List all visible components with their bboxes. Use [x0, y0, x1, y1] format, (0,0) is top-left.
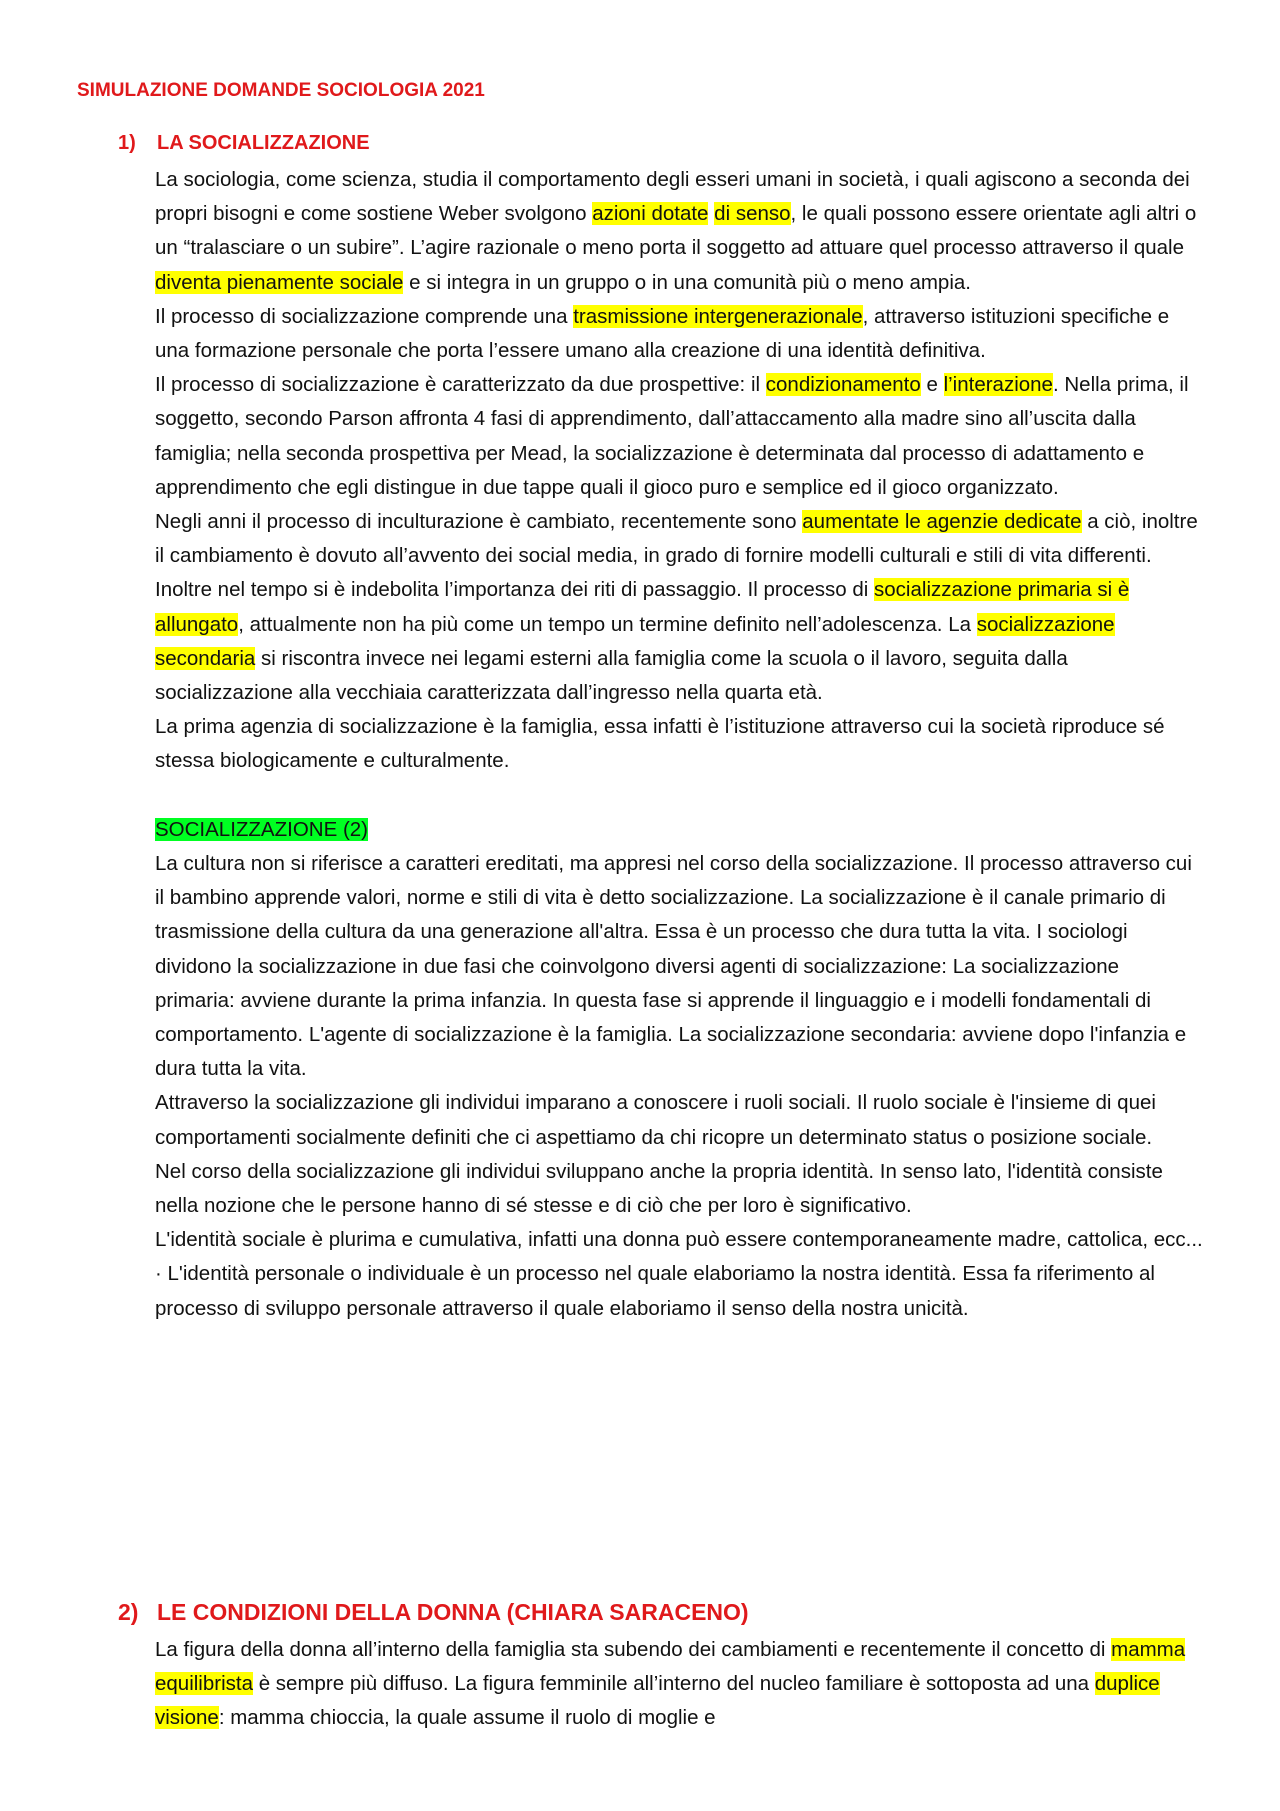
text-run: Negli anni il processo di inculturazione è cambiato, recentemente sono — [155, 510, 803, 534]
highlight: mamma equilibrista — [155, 1638, 1186, 1696]
paragraph: La prima agenzia di socializzazione è la famiglia, essa infatti è l’istituzione attraverso cui la società riproduce sé stessa biologicamente e culturalmente. — [155, 715, 1165, 773]
highlight: socializzazione primaria si è allungato — [155, 578, 1130, 636]
section-1-number: 1) — [118, 132, 136, 154]
section-2-number: 2) — [118, 1599, 139, 1625]
text-run: : mamma chioccia, la quale assume il ruolo di moglie e — [218, 1706, 716, 1730]
text-run: a ciò, inoltre il cambiamento è dovuto all’avvento dei social media, in grado di fornire modelli culturali e stili di vita differenti. Inoltre nel tempo si è indebolita l’importanza dei riti di passaggio. Il processo di — [155, 510, 1198, 602]
highlight: diventa pienamente sociale — [155, 270, 404, 294]
green-highlight: SOCIALIZZAZIONE (2) — [155, 817, 368, 841]
paragraph: L'identità sociale è plurima e cumulativa, infatti una donna può essere contemporaneamente madre, cattolica, ecc... · L'identità personale o individuale è un processo nel quale elaboriamo la nostra identità. Essa fa riferimento al processo di sviluppo personale attraverso il quale elaboriamo il senso della nostra unicità. — [155, 1228, 1203, 1320]
paragraph: Attraverso la socializzazione gli individui imparano a conoscere i ruoli sociali. Il ruolo sociale è l'insieme di quei comportamenti socialmente definiti che ci aspettiamo da chi ricopre un determinato status o posizione sociale. — [155, 1091, 1156, 1149]
highlight: l’interazione — [943, 373, 1053, 397]
paragraph — [155, 368, 1203, 505]
section-1-body — [155, 163, 1203, 1326]
blank-line — [155, 779, 1203, 813]
highlight: duplice visione — [155, 1672, 1160, 1730]
text-run: è sempre più diffuso. La figura femminile all’interno del nucleo familiare è sottoposta ad una — [253, 1672, 1095, 1696]
section-2-body — [155, 1633, 1203, 1736]
text-run: La figura della donna all’interno della famiglia sta subendo dei cambiamenti e recentemente il concetto di — [155, 1638, 1112, 1661]
text-run: si riscontra invece nei legami esterni alla famiglia come la scuola o il lavoro, seguita dalla socializzazione alla vecchiaia caratterizzata dall’ingresso nella quarta età. — [155, 646, 1068, 705]
paragraph: La cultura non si riferisce a caratteri ereditati, ma appresi nel corso della socializzazione. Il processo attraverso cui il bambino apprende valori, norme e stili di vita è detto socializzazione. La socializzazione è il canale primario di trasmissione della cultura da una generazione all'altra. Essa è un processo che dura tutta la vita. I sociologi dividono la socializzazione in due fasi che coinvolgono diversi agenti di socializzazione: La socializzazione primaria: avviene durante la prima infanzia. In questa fase si apprende il linguaggio e i modelli fondamentali di comportamento. L'agente di socializzazione è la famiglia. La socializzazione secondaria: avviene dopo l'infanzia e dura tutta la vita. — [155, 852, 1192, 1081]
text-run: La sociologia, come scienza, studia il comportamento degli esseri umani in società, i quali agiscono a seconda dei propri bisogni e come sostiene Weber svolgono — [155, 168, 1190, 226]
section-1-heading — [118, 132, 370, 155]
text-run: . Nella prima, il soggetto, secondo Parson affronta 4 fasi di apprendimento, dall’attaccamento alla madre sino all’uscita dalla famiglia; nella seconda prospettiva per Mead, la socializzazione è determinata dal processo di adattamento e apprendimento che egli distingue in due tappe quali il gioco puro e semplice ed il gioco organizzato. — [155, 373, 1189, 499]
text-run: e si integra in un gruppo o in una comunità più o meno ampia. — [403, 270, 971, 294]
paragraph: Nel corso della socializzazione gli individui sviluppano anche la propria identità. In senso lato, l'identità consiste nella nozione che le persone hanno di sé stesse e di ciò che per loro è significativo. — [155, 1159, 1163, 1218]
section-2-title: LE CONDIZIONI DELLA DONNA (CHIARA SARACENO) — [157, 1599, 749, 1625]
text-run: , attualmente non ha più come un tempo un termine definito nell’adolescenza. La — [238, 612, 977, 636]
highlight: aumentate le agenzie dedicate — [802, 510, 1082, 534]
text-run: e — [920, 373, 944, 397]
highlight: di senso — [714, 202, 791, 226]
paragraph — [155, 505, 1203, 710]
text-run: Il processo di socializzazione comprende una — [155, 304, 574, 328]
paragraph — [155, 1633, 1203, 1736]
text-run: Il processo di socializzazione è caratterizzato da due prospettive: il — [155, 373, 766, 397]
highlight: condizionamento — [765, 373, 921, 397]
highlight: trasmissione intergenerazionale — [573, 304, 863, 328]
text-run: , le quali possono essere orientate agli altri o un “tralasciare o un subire”. L’agire razionale o meno porta il soggetto ad attuare quel processo attraverso il quale — [155, 202, 1197, 260]
section-2-heading — [118, 1599, 749, 1626]
highlight: socializzazione secondaria — [155, 612, 1115, 670]
paragraph — [155, 300, 1203, 368]
text-run: , attraverso istituzioni specifiche e una formazione personale che porta l’essere umano alla creazione di una identità definitiva. — [155, 304, 1170, 363]
paragraph — [155, 163, 1203, 300]
subheading — [155, 813, 1203, 847]
highlight: azioni dotate — [592, 202, 709, 226]
section-1-title: LA SOCIALIZZAZIONE — [157, 132, 370, 154]
document-title: SIMULAZIONE DOMANDE SOCIOLOGIA 2021 — [77, 80, 485, 101]
